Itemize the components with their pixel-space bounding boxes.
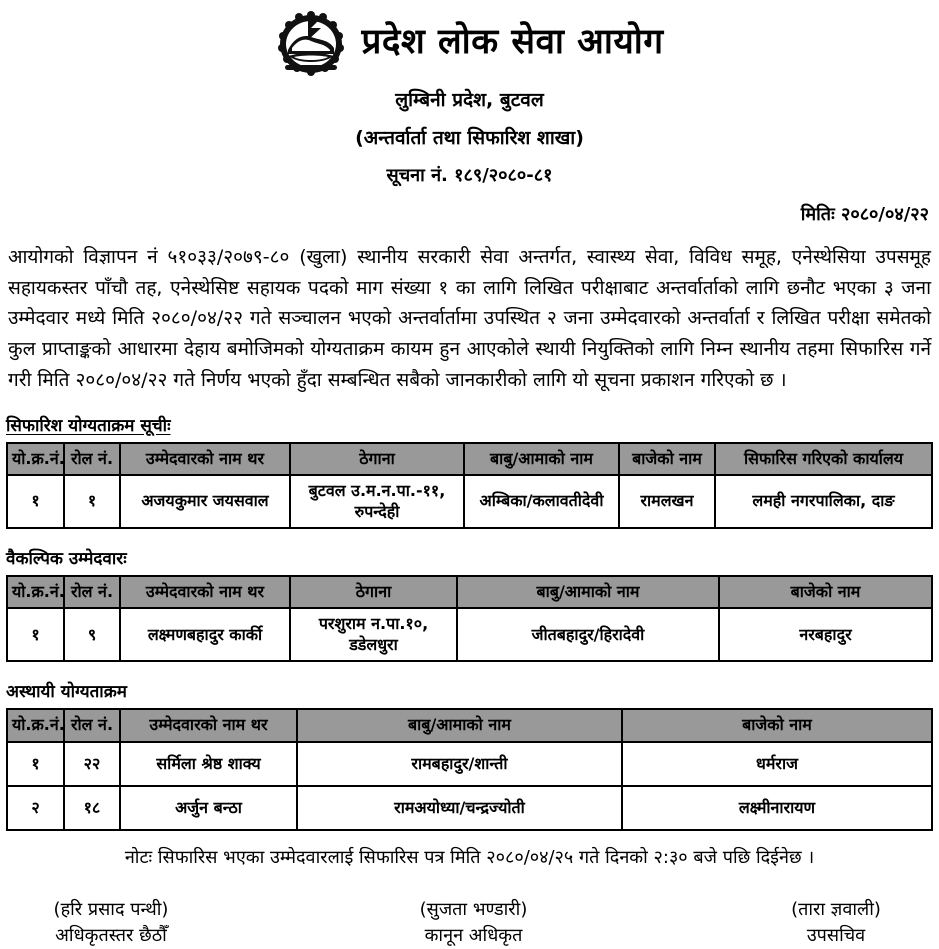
table-header-row bbox=[7, 443, 932, 475]
column-header-roll: रोल नं. bbox=[64, 576, 120, 608]
cell-address: बुटवल उ.म.न.पा.-११, रुपन्देही bbox=[290, 475, 464, 528]
table-header-row bbox=[7, 576, 932, 608]
cell-parents-name: अम्बिका/कलावतीदेवी bbox=[464, 475, 619, 528]
notice-body-paragraph: आयोगको विज्ञापन नं ५१०३३/२०७९-८० (खुला) स्थानीय सरकारी सेवा अन्तर्गत, स्वास्थ्य सेवा, विविध समूह, एनेस्थेसिया उपसमूह सहायकस्तर पाँचौ तह, एनेस्थेसिष्ट सहायक पदको माग संख्या १ का लागि लिखित परीक्षाबाट अन्तर्वार्ताको लागि छनौट भएका ३ जना उम्मेदवार मध्ये मिति २०८०/०४/२२ गते सञ्चालन भएको अन्तर्वार्तामा उपस्थित २ जना उम्मेदवारको अन्तर्वार्ता र लिखित परीक्षा समेतको कुल प्राप्ताङ्कको आधारमा देहाय बमोजिमको योग्यताक्रम कायम हुन आएकोले स्थायी नियुक्तिको लागि निम्न स्थानीय तहमा सिफारिस गर्ने गरी मिति २०८०/०४/२२ गते निर्णय भएको हुँदा सम्बन्धित सबैको जानकारीको लागि यो सूचना प्रकाशन गरिएको छ । bbox=[8, 245, 931, 391]
document-header bbox=[6, 0, 933, 188]
column-header-parents-name: बाबु/आमाको नाम bbox=[457, 576, 719, 608]
column-header-rank: यो.क्र.नं. bbox=[7, 709, 64, 741]
recommendation-section bbox=[6, 396, 933, 442]
column-header-address: ठेगाना bbox=[290, 443, 464, 475]
cell-grandfather-name: रामलखन bbox=[619, 475, 715, 528]
signatory-post: अधिकृतस्तर छैठौँ bbox=[55, 925, 167, 947]
column-header-parents-name: बाबु/आमाको नाम bbox=[464, 443, 619, 475]
cell-recommended-office: लमही नगरपालिका, दाङ bbox=[715, 475, 932, 528]
column-header-recommended-office: सिफारिस गरिएको कार्यालय bbox=[715, 443, 932, 475]
temporary-merit-section bbox=[6, 662, 933, 708]
table-row bbox=[7, 786, 932, 830]
signatory-post: उपसचिव bbox=[806, 925, 866, 947]
document-date: मितिः २०८०/०४/२२ bbox=[800, 203, 929, 225]
column-header-rank: यो.क्र.नं. bbox=[7, 576, 64, 608]
cell-rank: १ bbox=[7, 742, 64, 786]
table-header-row bbox=[7, 709, 932, 741]
temporary-merit-heading: अस्थायी योग्यताक्रम bbox=[6, 682, 127, 703]
column-header-roll: रोल नं. bbox=[64, 709, 120, 741]
column-header-candidate-name: उम्मेदवारको नाम थर bbox=[120, 576, 290, 608]
signature-block-2 bbox=[399, 897, 549, 949]
recommendation-merit-table bbox=[6, 442, 933, 529]
cell-roll: ९ bbox=[64, 608, 120, 661]
cell-address: परशुराम न.पा.१०, डडेलधुरा bbox=[290, 608, 457, 661]
temporary-merit-table bbox=[6, 708, 933, 830]
cell-rank: २ bbox=[7, 786, 64, 830]
organization-subtitle: लुम्बिनी प्रदेश, बुटवल bbox=[395, 89, 544, 111]
signature-block-1 bbox=[36, 897, 186, 949]
cell-parents-name: रामबहादुर/शान्ती bbox=[297, 742, 622, 786]
table-row bbox=[7, 475, 932, 528]
column-header-parents-name: बाबु/आमाको नाम bbox=[297, 709, 622, 741]
note-text: नोटः सिफारिस भएका उम्मेदवारलाई सिफारिस पत्र मिति २०८०/०४/२५ गते दिनको २:३० बजे पछि दिईनेछ । bbox=[124, 846, 815, 868]
column-header-grandfather-name: बाजेको नाम bbox=[719, 576, 932, 608]
cell-candidate-name: सर्मिला श्रेष्ठ शाक्य bbox=[120, 742, 297, 786]
table-row bbox=[7, 742, 932, 786]
signature-block-3 bbox=[761, 897, 911, 949]
cell-parents-name: रामअयोध्या/चन्द्रज्योती bbox=[297, 786, 622, 830]
column-header-grandfather-name: बाजेको नाम bbox=[622, 709, 932, 741]
cell-roll: १ bbox=[64, 475, 120, 528]
cell-roll: १८ bbox=[64, 786, 120, 830]
cell-candidate-name: अर्जुन बन्ठा bbox=[120, 786, 297, 830]
column-header-candidate-name: उम्मेदवारको नाम थर bbox=[120, 443, 290, 475]
signatory-name: (सुजता भण्डारी) bbox=[419, 899, 528, 921]
cell-candidate-name: लक्ष्मणबहादुर कार्की bbox=[120, 608, 290, 661]
notice-number: सूचना नं. १८९/२०८०-८१ bbox=[386, 165, 553, 187]
signature-row bbox=[6, 897, 933, 949]
column-header-roll: रोल नं. bbox=[64, 443, 120, 475]
column-header-address: ठेगाना bbox=[290, 576, 457, 608]
signatory-name: (तारा ज्ञवाली) bbox=[791, 899, 881, 921]
signatory-post: कानून अधिकृत bbox=[424, 925, 523, 947]
notice-body bbox=[6, 242, 933, 396]
cell-roll: २२ bbox=[64, 742, 120, 786]
organization-title: प्रदेश लोक सेवा आयोग bbox=[361, 21, 664, 62]
table-row bbox=[7, 608, 932, 661]
cell-grandfather-name: लक्ष्मीनारायण bbox=[622, 786, 932, 830]
cell-parents-name: जीतबहादुर/हिरादेवी bbox=[457, 608, 719, 661]
cell-grandfather-name: धर्मराज bbox=[622, 742, 932, 786]
column-header-grandfather-name: बाजेको नाम bbox=[619, 443, 715, 475]
nepal-national-emblem-icon bbox=[275, 6, 347, 78]
column-header-rank: यो.क्र.नं. bbox=[7, 443, 64, 475]
alternative-candidate-heading: वैकल्पिक उम्मेदवारः bbox=[6, 549, 127, 569]
emblem-title-row bbox=[6, 6, 933, 78]
recommendation-list-heading: सिफारिश योग्यताक्रम सूचीः bbox=[6, 415, 171, 436]
alternative-candidate-table bbox=[6, 575, 933, 662]
cell-rank: १ bbox=[7, 475, 64, 528]
signatory-name: (हरि प्रसाद पन्थी) bbox=[53, 899, 169, 921]
branch-name: (अन्तर्वार्ता तथा सिफारिश शाखा) bbox=[355, 126, 584, 149]
column-header-candidate-name: उम्मेदवारको नाम थर bbox=[120, 709, 297, 741]
cell-rank: १ bbox=[7, 608, 64, 661]
alternative-candidate-section bbox=[6, 529, 933, 575]
cell-grandfather-name: नरबहादुर bbox=[719, 608, 932, 661]
cell-candidate-name: अजयकुमार जयसवाल bbox=[120, 475, 290, 528]
